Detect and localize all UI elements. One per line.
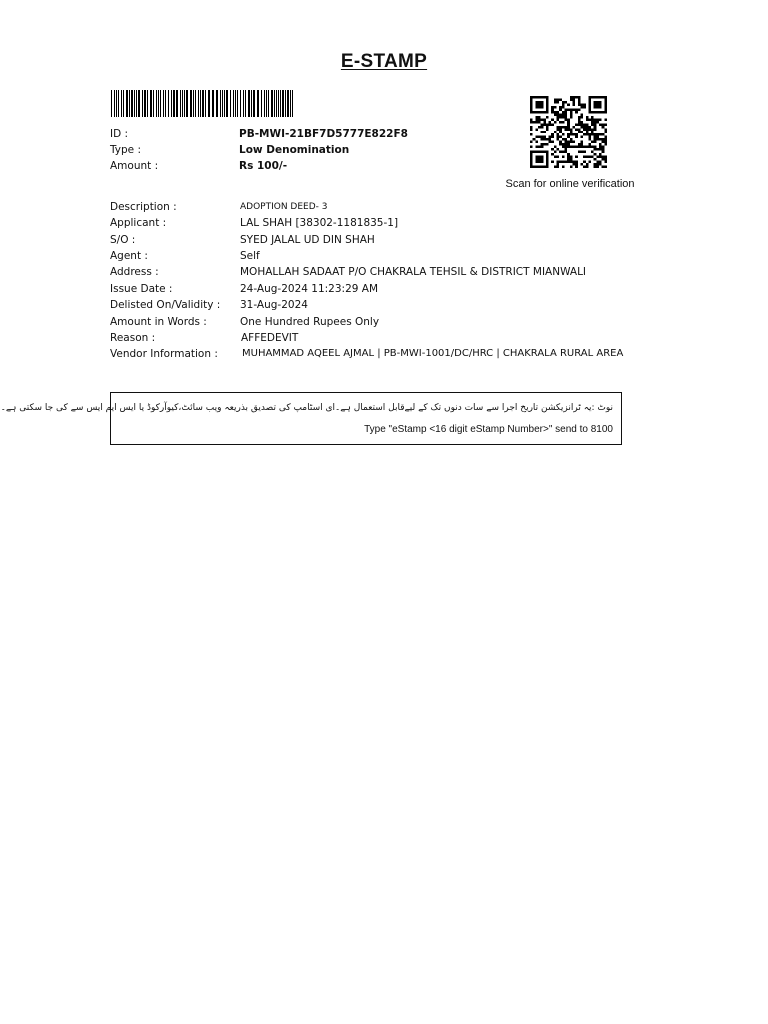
issue-date-label: Issue Date : — [110, 283, 173, 295]
amount-words-label: Amount in Words : — [110, 316, 207, 328]
description-value: ADOPTION DEED- 3 — [240, 202, 328, 212]
reason-value: AFFEDEVIT — [241, 332, 299, 344]
agent-label: Agent : — [110, 250, 148, 262]
address-label: Address : — [110, 266, 159, 278]
scan-verification-text: Scan for online verification — [505, 178, 635, 190]
validity-value: 31-Aug-2024 — [240, 299, 308, 311]
amount-label: Amount : — [110, 160, 159, 172]
applicant-value: LAL SHAH [38302-1181835-1] — [240, 217, 399, 229]
id-value: PB-MWI-21BF7D5777E822F8 — [239, 128, 408, 140]
applicant-label: Applicant : — [110, 217, 167, 229]
reason-label: Reason : — [110, 332, 156, 344]
son-of-label: S/O : — [110, 234, 136, 246]
son-of-value: SYED JALAL UD DIN SHAH — [240, 234, 375, 246]
vendor-label: Vendor Information : — [110, 348, 218, 360]
address-value: MOHALLAH SADAAT P/O CHAKRALA TEHSIL & DISTRICT MIANWALI — [240, 266, 587, 278]
notice-sms-text: Type "eStamp <16 digit eStamp Number>" send to 8100 — [364, 424, 613, 435]
vendor-value: MUHAMMAD AQEEL AJMAL | PB-MWI-1001/DC/HRC | CHAKRALA RURAL AREA — [242, 348, 624, 359]
issue-date-value: 24-Aug-2024 11:23:29 AM — [240, 283, 379, 295]
type-value: Low Denomination — [239, 144, 350, 156]
qr-code — [530, 96, 607, 168]
id-label: ID : — [110, 128, 129, 140]
description-label: Description : — [110, 201, 177, 213]
notice-urdu-text: نوٹ :یہ ٹرانزیکشن تاریخ اجرا سے سات دنوں تک کے لیےقابل استعمال ہے۔ای اسٹامپ کی تصدیق بذریعہ ویب سائٹ،کیوآرکوڈ یا ایس ایم ایس سے کی جا سکتی ہے۔ — [0, 403, 613, 413]
amount-value: Rs 100/- — [239, 160, 288, 172]
amount-words-value: One Hundred Rupees Only — [240, 316, 380, 328]
notice-box — [0, 392, 622, 445]
type-label: Type : — [110, 144, 141, 156]
page-title: E-STAMP — [340, 51, 428, 72]
barcode — [111, 90, 293, 117]
validity-label: Delisted On/Validity : — [110, 299, 221, 311]
agent-value: Self — [240, 250, 260, 262]
